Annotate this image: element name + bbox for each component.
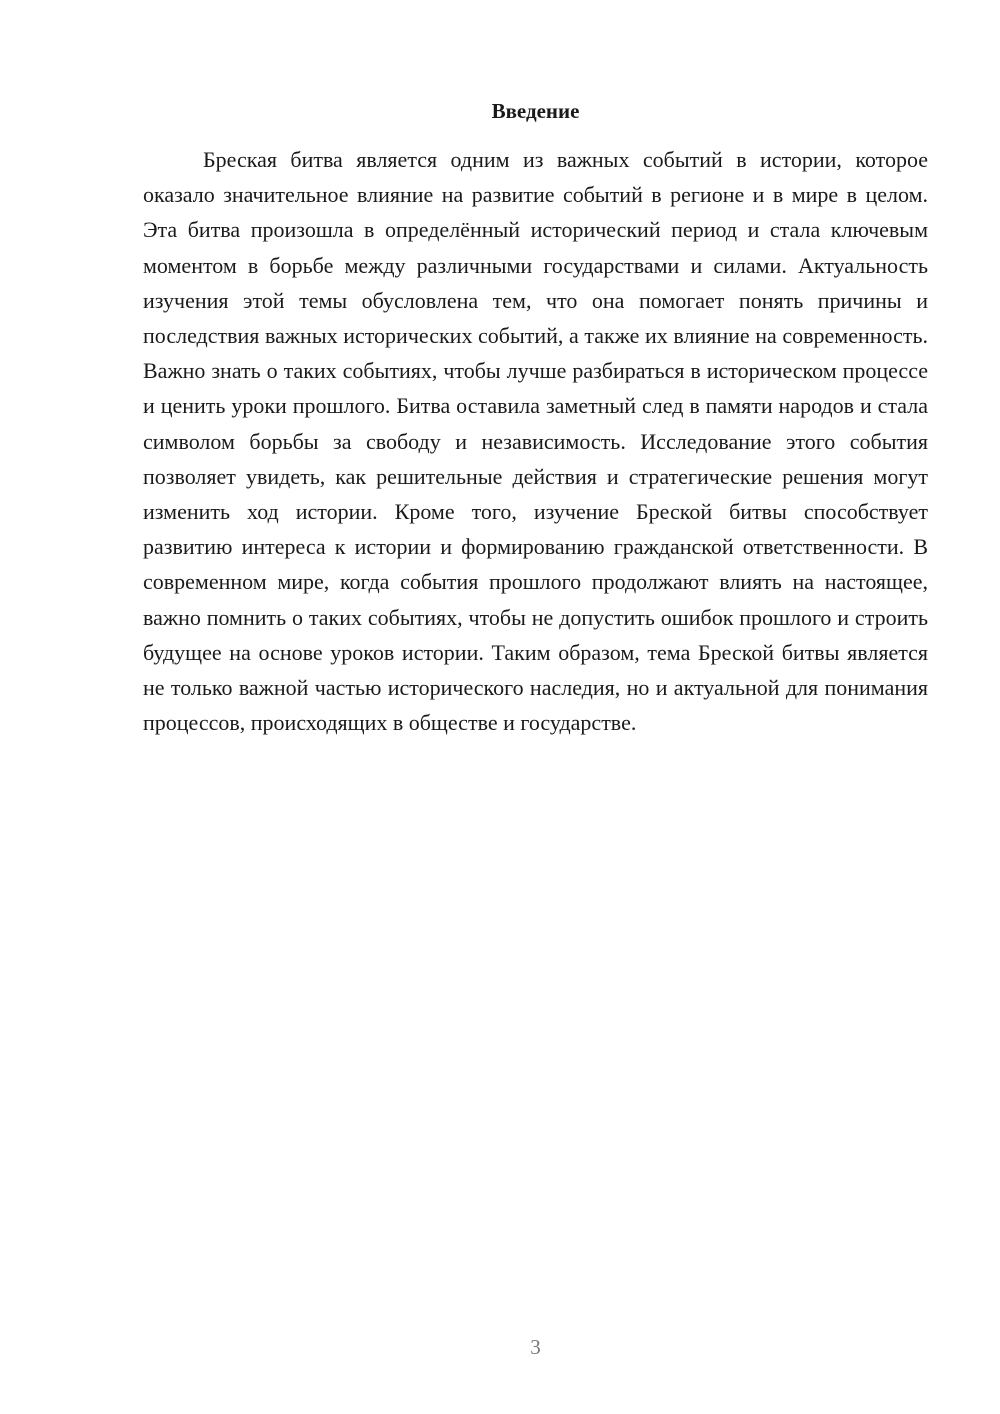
- page-number: 3: [530, 1335, 541, 1359]
- section-heading: Введение: [491, 99, 580, 123]
- introduction-paragraph: Бреская битва является одним из важных событий в истории, которое оказало значительное влияние на развитие событий в регионе и в мире в целом. Эта битва произошла в определённый исторический период и стала ключевым моментом в борьбе между различными государствами и силами. Актуальность изучения этой темы обусловлена тем, что она помогает понять причины и последствия важных исторических событий, а также их влияние на современность. Важно знать о таких событиях, чтобы лучше разбираться в историческом процессе и ценить уроки прошлого. Битва оставила заметный след в памяти народов и стала символом борьбы за свободу и независимость. Исследование этого события позволяет увидеть, как решительные действия и стратегические решения могут изменить ход истории. Кроме того, изучение Бреской битвы способствует развитию интереса к истории и формированию гражданской ответственности. В современном мире, когда события прошлого продолжают влиять на настоящее, важно помнить о таких событиях, чтобы не допустить ошибок прошлого и строить будущее на основе уроков истории. Таким образом, тема Бреской битвы является не только важной частью исторического наследия, но и актуальной для понимания процессов, происходящих в обществе и государстве.: [143, 147, 928, 736]
